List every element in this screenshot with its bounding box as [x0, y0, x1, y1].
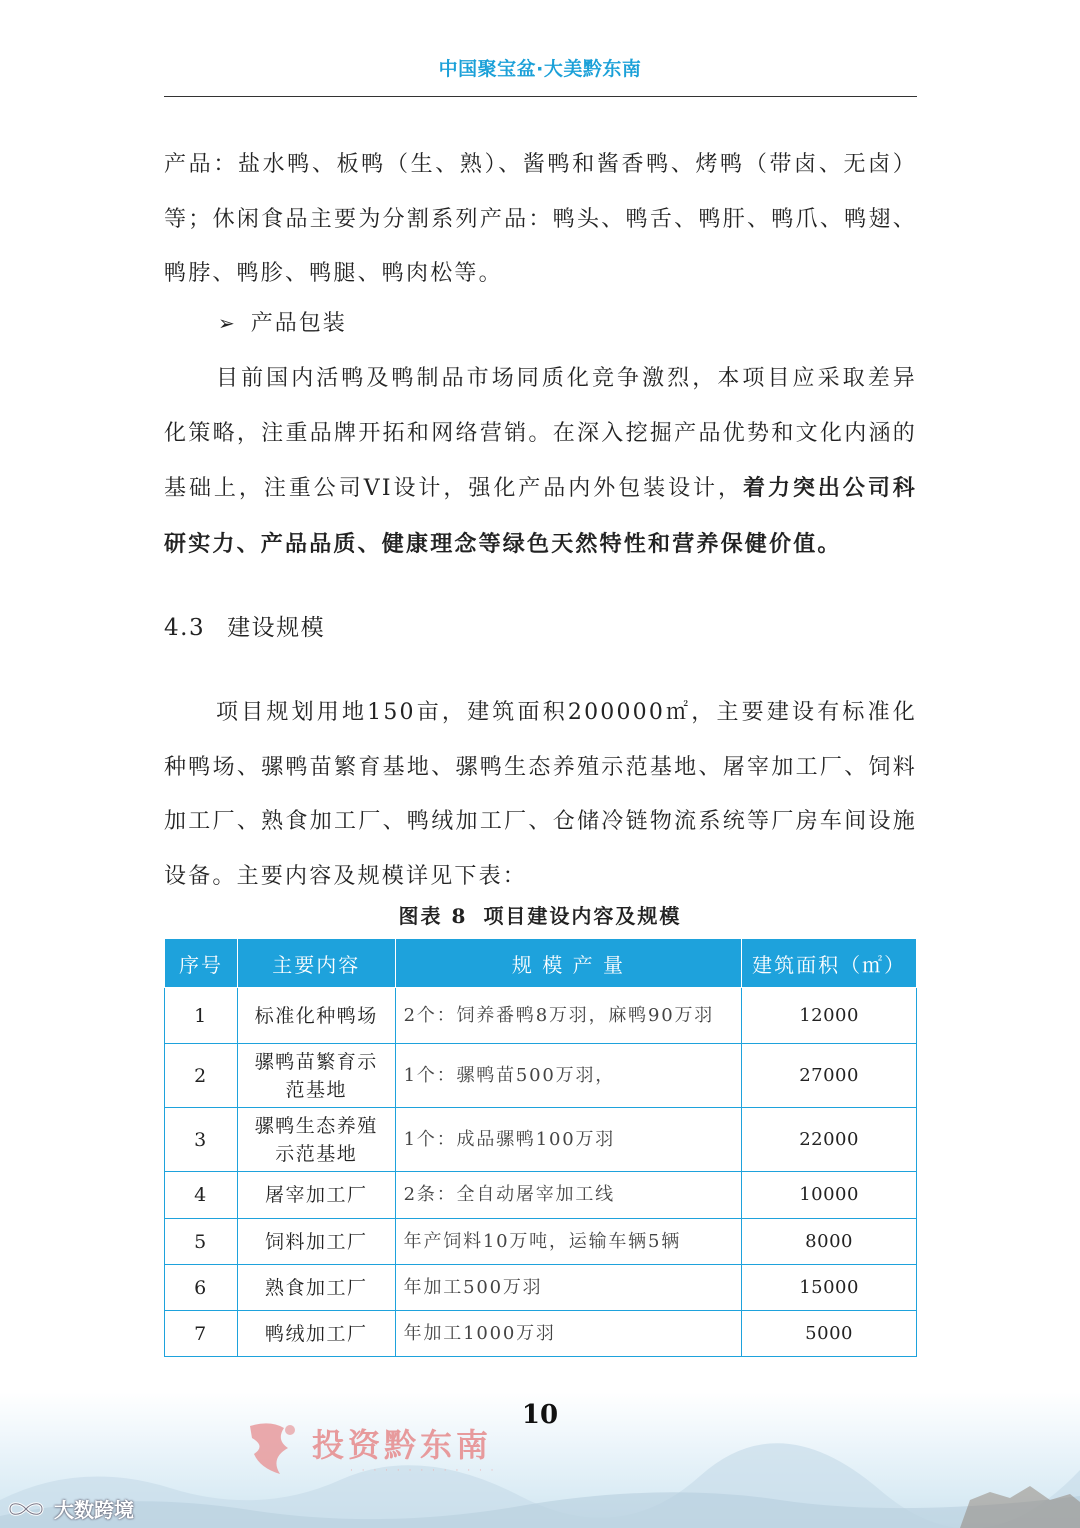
cell-index: 6	[165, 1265, 238, 1311]
section-number: 4.3	[164, 615, 206, 641]
paragraph-scale: 项目规划用地150亩，建筑面积200000㎡，主要建设有标准化种鸭场、骡鸭苗繁育基地、骡鸭生态养殖示范基地、屠宰加工厂、饲料加工厂、熟食加工厂、鸭绒加工厂、仓储冷链物流系统等厂房车间设施设备。主要内容及规模详见下表：	[164, 700, 917, 889]
section-title: 建设规模	[227, 615, 326, 641]
cell-scale: 年加工1000万羽	[395, 1311, 741, 1357]
table-header-row	[165, 939, 917, 988]
table-row	[165, 1219, 917, 1265]
bullet-heading: 产品包装	[250, 311, 347, 336]
infinity-logo-icon	[4, 1498, 50, 1520]
cell-index: 5	[165, 1219, 238, 1265]
cell-area: 12000	[742, 988, 917, 1044]
cell-content: 屠宰加工厂	[237, 1172, 395, 1219]
packaging-text: 目前国内活鸭及鸭制品市场同质化竞争激烈，本项目应采取差异化策略，注重品牌开拓和网络营销。在深入挖掘产品优势和文化内涵的基础上，注重公司VI设计，强化产品内外包装设计，	[164, 366, 917, 501]
table-row	[165, 988, 917, 1044]
header-content: 主要内容	[237, 939, 395, 988]
cell-content: 标准化种鸭场	[237, 988, 395, 1044]
table-row	[165, 1172, 917, 1219]
table-row	[165, 1044, 917, 1108]
arrow-bullet-icon: ➢	[218, 311, 237, 335]
logo-subtext: · · · · · · · · · · · · ·	[350, 1466, 497, 1476]
watermark	[4, 1494, 134, 1523]
cell-index: 1	[165, 988, 238, 1044]
logo-text: 投资黔东南	[312, 1426, 493, 1464]
caption-title: 项目建设内容及规模	[483, 904, 682, 928]
header-area: 建筑面积（㎡）	[742, 939, 917, 988]
cell-area: 5000	[742, 1311, 917, 1357]
caption-label: 图表 8	[398, 904, 468, 928]
cell-content: 骡鸭生态养殖示范基地	[237, 1108, 395, 1172]
page-number: 10	[521, 1400, 559, 1430]
brush-logo-icon	[240, 1418, 302, 1480]
table-row	[165, 1265, 917, 1311]
cell-area: 10000	[742, 1172, 917, 1219]
cell-content: 熟食加工厂	[237, 1265, 395, 1311]
header-scale: 规 模 产 量	[395, 939, 741, 988]
header-title: 中国聚宝盆·大美黔东南	[438, 58, 642, 80]
header-divider	[164, 96, 917, 97]
cell-index: 4	[165, 1172, 238, 1219]
cell-index: 3	[165, 1108, 238, 1172]
cell-index: 2	[165, 1044, 238, 1108]
table-row	[165, 1108, 917, 1172]
cell-scale: 年产饲料10万吨，运输车辆5辆	[395, 1219, 741, 1265]
cell-area: 8000	[742, 1219, 917, 1265]
packaging-emphasis: 着力突出公司科研实力、产品品质、健康理念等绿色天然特性和营养保健价值。	[164, 475, 917, 557]
cell-area: 22000	[742, 1108, 917, 1172]
cell-content: 骡鸭苗繁育示范基地	[237, 1044, 395, 1108]
cell-scale: 年加工500万羽	[395, 1265, 741, 1311]
paragraph-products: 产品：盐水鸭、板鸭（生、熟）、酱鸭和酱香鸭、烤鸭（带卤、无卤）等；休闲食品主要为分割系列产品：鸭头、鸭舌、鸭肝、鸭爪、鸭翅、鸭脖、鸭胗、鸭腿、鸭肉松等。	[164, 152, 917, 286]
cell-area: 15000	[742, 1265, 917, 1311]
cell-area: 27000	[742, 1044, 917, 1108]
header-index: 序号	[165, 939, 238, 988]
footer-landscape	[0, 1440, 1080, 1528]
watermark-text: 大数跨境	[54, 1498, 134, 1522]
construction-scale-table	[164, 938, 917, 1357]
cell-index: 7	[165, 1311, 238, 1357]
section-heading	[164, 606, 325, 650]
table-caption	[0, 898, 1080, 934]
bullet-item-packaging	[218, 300, 347, 347]
cell-scale: 1个：成品骡鸭100万羽	[395, 1108, 741, 1172]
cell-content: 鸭绒加工厂	[237, 1311, 395, 1357]
cell-content: 饲料加工厂	[237, 1219, 395, 1265]
paragraph-packaging	[164, 352, 917, 572]
cell-scale: 2条：全自动屠宰加工线	[395, 1172, 741, 1219]
cell-scale: 2个：饲养番鸭8万羽，麻鸭90万羽	[395, 988, 741, 1044]
cell-scale: 1个：骡鸭苗500万羽，	[395, 1044, 741, 1108]
table-row	[165, 1311, 917, 1357]
